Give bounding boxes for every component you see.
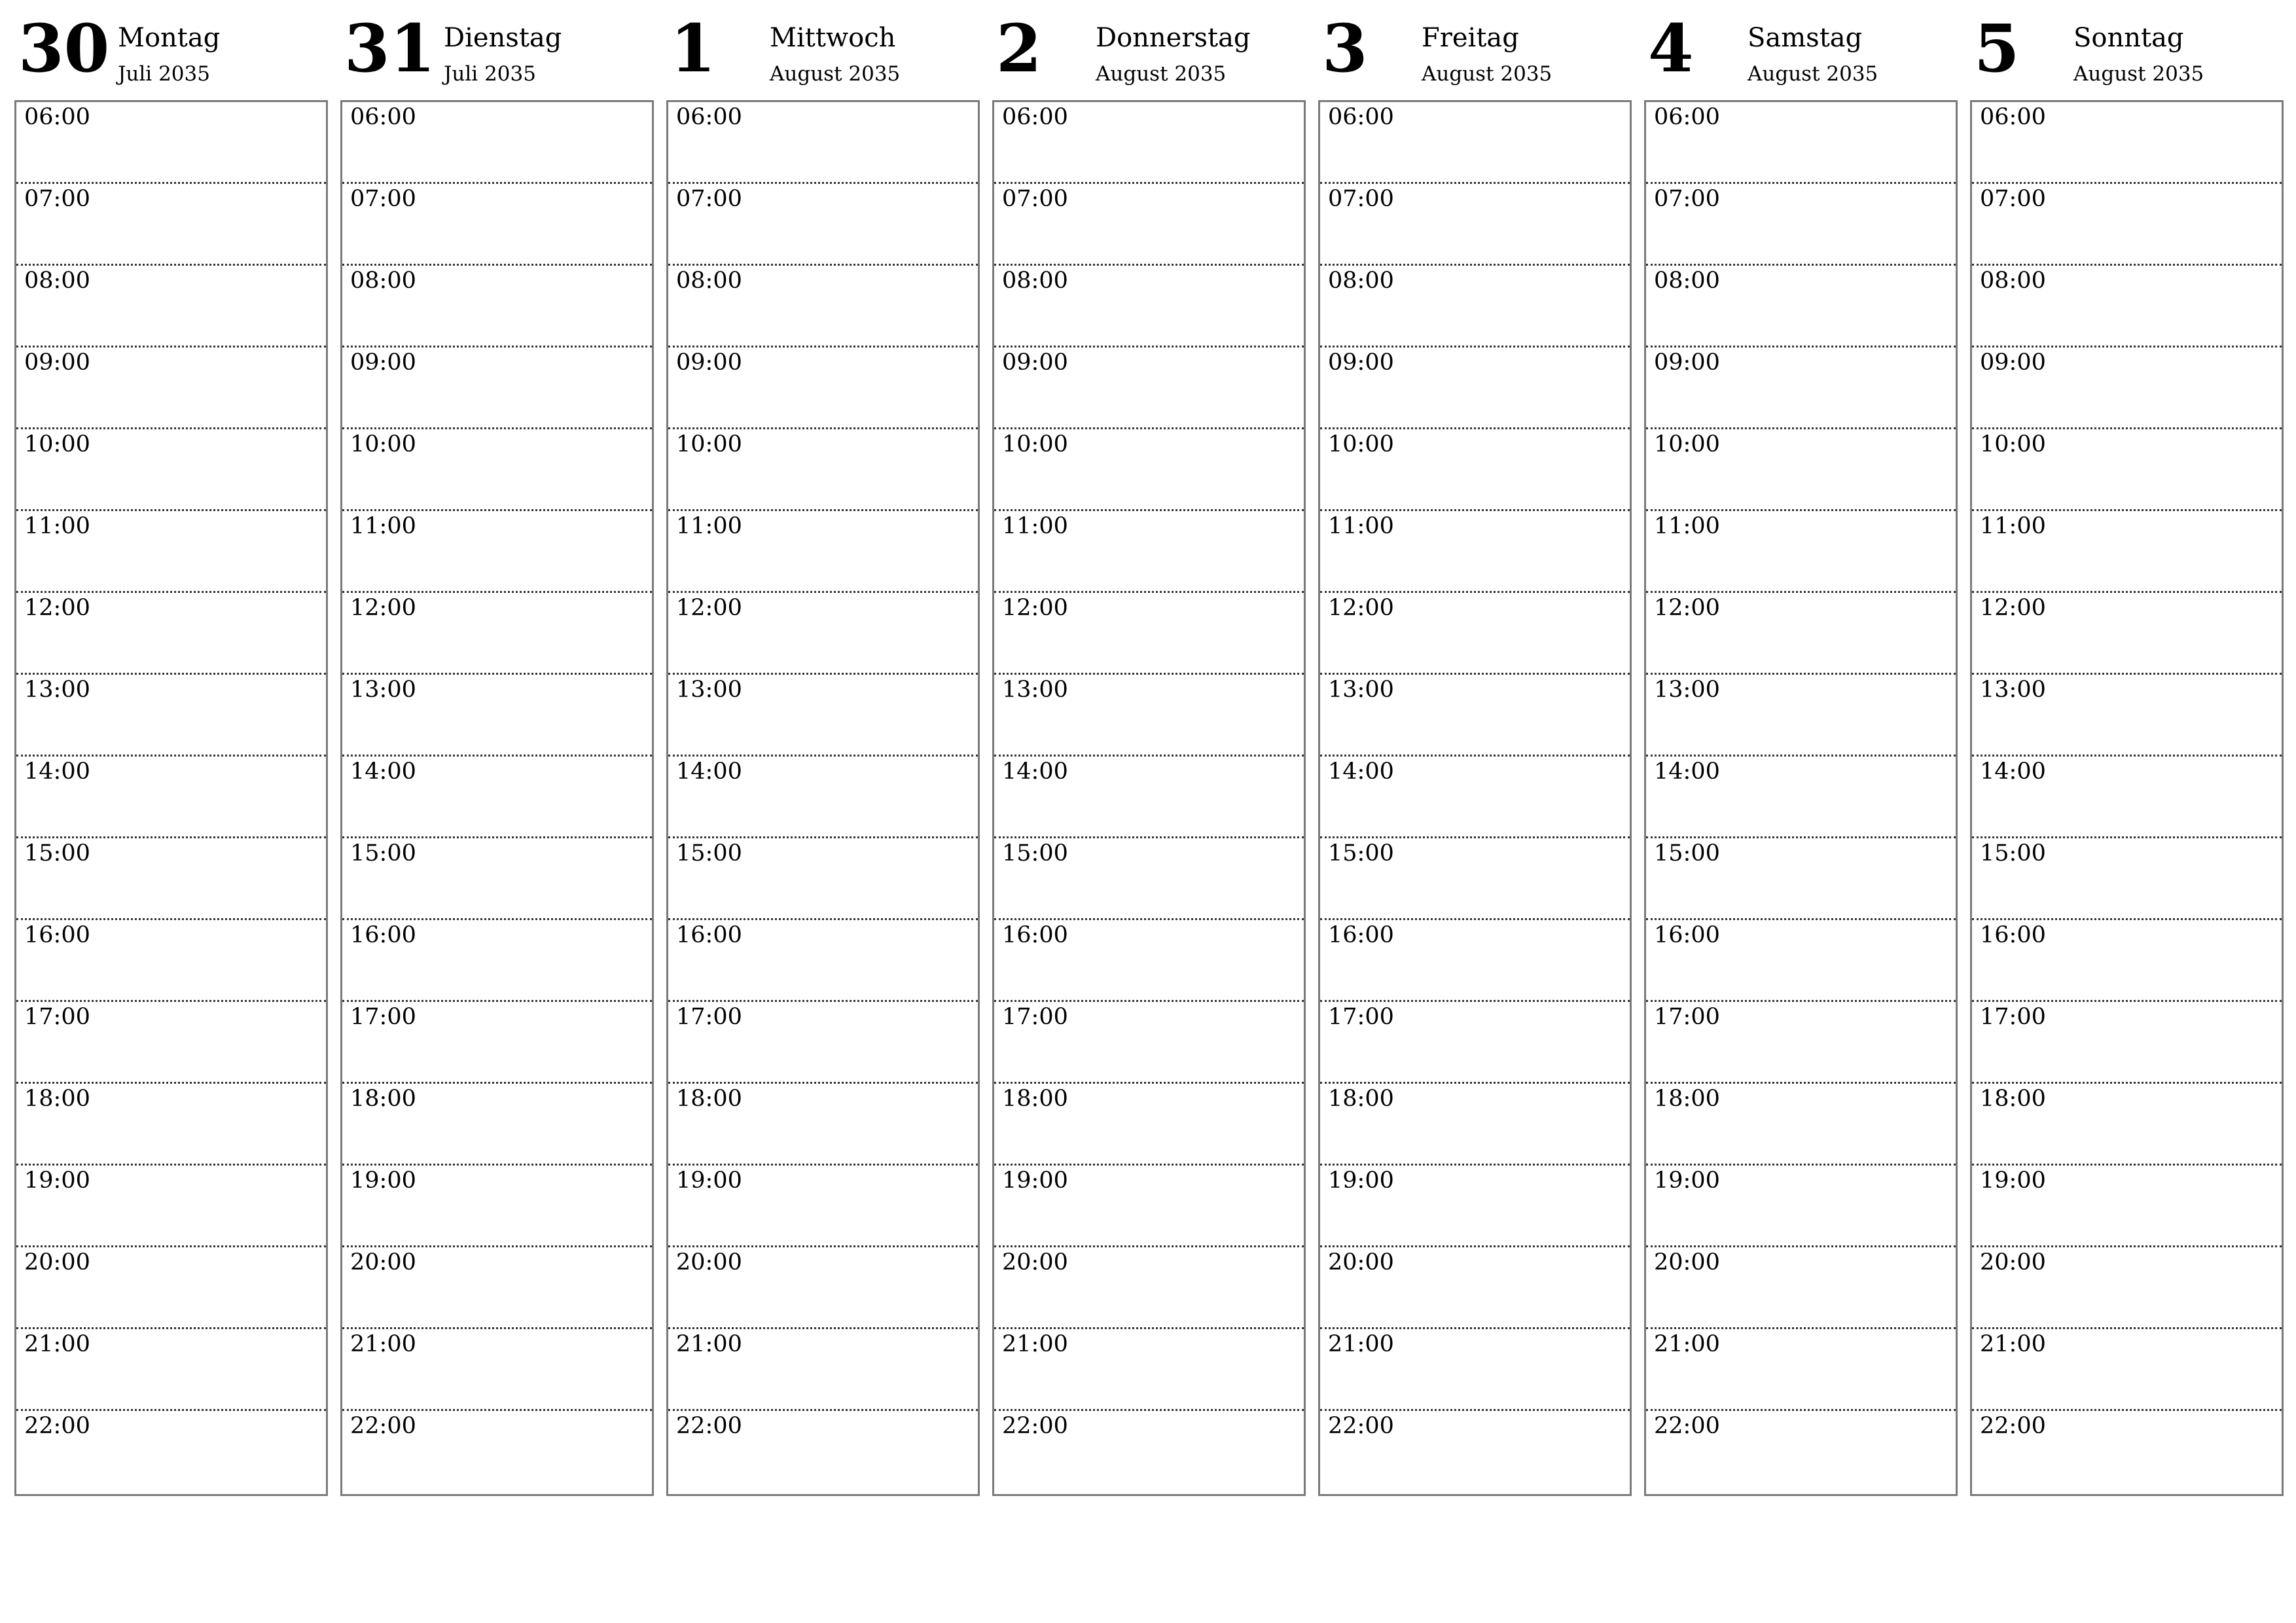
- hour-slot[interactable]: [342, 348, 652, 429]
- hour-slot[interactable]: [342, 1166, 652, 1247]
- day-number: 30: [18, 10, 110, 87]
- hour-label: 22:00: [1002, 1413, 1068, 1439]
- hour-label: 13:00: [24, 677, 90, 703]
- hour-label: 19:00: [676, 1168, 742, 1194]
- hour-slot[interactable]: [16, 757, 326, 838]
- day-schedule-box: [340, 100, 654, 1496]
- hour-slot[interactable]: [16, 266, 326, 348]
- hour-slot[interactable]: [1972, 1329, 2282, 1411]
- hour-slot[interactable]: [342, 593, 652, 675]
- hour-slot[interactable]: [16, 348, 326, 429]
- hour-slot[interactable]: [1646, 348, 1956, 429]
- hour-label: 07:00: [676, 186, 742, 212]
- hour-label: 21:00: [1654, 1331, 1720, 1357]
- hour-label: 17:00: [1980, 1004, 2046, 1030]
- hour-slot[interactable]: [16, 1329, 326, 1411]
- hour-label: 10:00: [1980, 431, 2046, 457]
- hour-label: 21:00: [1980, 1331, 2046, 1357]
- hour-slot[interactable]: [1972, 593, 2282, 675]
- hour-label: 10:00: [676, 431, 742, 457]
- hour-slot[interactable]: [16, 593, 326, 675]
- hour-label: 16:00: [24, 922, 90, 948]
- hour-slot[interactable]: [1320, 1166, 1630, 1247]
- hour-slot[interactable]: [342, 1411, 652, 1493]
- hour-label: 20:00: [1980, 1249, 2046, 1275]
- hour-label: 13:00: [1328, 677, 1394, 703]
- hour-label: 12:00: [1002, 595, 1068, 621]
- hour-slot[interactable]: [1646, 184, 1956, 266]
- hour-label: 15:00: [1002, 840, 1068, 866]
- hour-label: 15:00: [24, 840, 90, 866]
- hour-label: 14:00: [1002, 758, 1068, 785]
- hour-slot[interactable]: [994, 348, 1304, 429]
- hour-label: 14:00: [1980, 758, 2046, 785]
- hour-slot[interactable]: [668, 1411, 978, 1493]
- hour-slot[interactable]: [994, 1329, 1304, 1411]
- hour-label: 06:00: [1328, 104, 1394, 130]
- hour-label: 11:00: [1980, 513, 2046, 539]
- hour-slot[interactable]: [1646, 1166, 1956, 1247]
- hour-slot[interactable]: [668, 675, 978, 757]
- hour-slot[interactable]: [668, 1329, 978, 1411]
- hour-slot[interactable]: [994, 757, 1304, 838]
- hour-slot[interactable]: [1320, 838, 1630, 920]
- hour-label: 08:00: [1328, 268, 1394, 294]
- hour-label: 13:00: [1654, 677, 1720, 703]
- hour-slot[interactable]: [342, 102, 652, 184]
- hour-label: 18:00: [24, 1086, 90, 1112]
- hour-label: 15:00: [1328, 840, 1394, 866]
- hour-slot[interactable]: [1972, 511, 2282, 593]
- hour-label: 13:00: [1980, 677, 2046, 703]
- hour-label: 18:00: [1328, 1086, 1394, 1112]
- hour-label: 12:00: [1328, 595, 1394, 621]
- hour-label: 06:00: [1002, 104, 1068, 130]
- hour-slot[interactable]: [1320, 348, 1630, 429]
- hour-slot[interactable]: [668, 920, 978, 1002]
- hour-label: 12:00: [1654, 595, 1720, 621]
- hour-label: 13:00: [1002, 677, 1068, 703]
- hour-label: 14:00: [1328, 758, 1394, 785]
- hour-label: 16:00: [1980, 922, 2046, 948]
- day-month: August 2035: [1422, 62, 1552, 86]
- hour-slot[interactable]: [994, 1247, 1304, 1329]
- hour-label: 21:00: [1002, 1331, 1068, 1357]
- hour-slot[interactable]: [668, 1166, 978, 1247]
- hour-slot[interactable]: [1972, 102, 2282, 184]
- hour-label: 17:00: [1654, 1004, 1720, 1030]
- day-column: [1644, 0, 1956, 1499]
- hour-slot[interactable]: [1972, 348, 2282, 429]
- hour-slot[interactable]: [994, 429, 1304, 511]
- hour-label: 18:00: [1002, 1086, 1068, 1112]
- hour-label: 20:00: [676, 1249, 742, 1275]
- hour-slot[interactable]: [1646, 1002, 1956, 1084]
- hour-slot[interactable]: [342, 757, 652, 838]
- hour-label: 18:00: [1980, 1086, 2046, 1112]
- day-month: August 2035: [1748, 62, 1878, 86]
- hour-slot[interactable]: [1646, 1084, 1956, 1166]
- hour-slot[interactable]: [16, 1411, 326, 1493]
- day-schedule-box: [1318, 100, 1632, 1496]
- hour-slot[interactable]: [1646, 429, 1956, 511]
- hour-label: 15:00: [676, 840, 742, 866]
- hour-slot[interactable]: [1320, 1084, 1630, 1166]
- hour-slot[interactable]: [668, 1002, 978, 1084]
- hour-label: 13:00: [350, 677, 416, 703]
- day-header: [1644, 0, 1956, 98]
- hour-label: 22:00: [1654, 1413, 1720, 1439]
- hour-slot[interactable]: [1972, 1002, 2282, 1084]
- hour-slot[interactable]: [668, 102, 978, 184]
- hour-slot[interactable]: [1320, 511, 1630, 593]
- hour-slot[interactable]: [1646, 1247, 1956, 1329]
- hour-label: 22:00: [1328, 1413, 1394, 1439]
- hour-slot[interactable]: [16, 920, 326, 1002]
- hour-slot[interactable]: [1972, 1166, 2282, 1247]
- hour-slot[interactable]: [994, 1166, 1304, 1247]
- hour-label: 16:00: [1328, 922, 1394, 948]
- hour-slot[interactable]: [994, 838, 1304, 920]
- hour-slot[interactable]: [994, 593, 1304, 675]
- hour-slot[interactable]: [16, 1084, 326, 1166]
- hour-label: 21:00: [676, 1331, 742, 1357]
- hour-slot[interactable]: [16, 838, 326, 920]
- hour-slot[interactable]: [1646, 511, 1956, 593]
- day-schedule-box: [1970, 100, 2284, 1496]
- hour-slot[interactable]: [1646, 675, 1956, 757]
- hour-slot[interactable]: [1646, 266, 1956, 348]
- hour-slot[interactable]: [1646, 102, 1956, 184]
- hour-label: 11:00: [1654, 513, 1720, 539]
- hour-slot[interactable]: [342, 920, 652, 1002]
- hour-label: 11:00: [350, 513, 416, 539]
- hour-slot[interactable]: [16, 102, 326, 184]
- hour-slot[interactable]: [342, 266, 652, 348]
- hour-label: 08:00: [1654, 268, 1720, 294]
- hour-label: 11:00: [1002, 513, 1068, 539]
- hour-label: 17:00: [350, 1004, 416, 1030]
- hour-slot[interactable]: [994, 102, 1304, 184]
- hour-label: 16:00: [676, 922, 742, 948]
- hour-label: 19:00: [1654, 1168, 1720, 1194]
- hour-label: 06:00: [1980, 104, 2046, 130]
- hour-label: 12:00: [676, 595, 742, 621]
- hour-slot[interactable]: [668, 511, 978, 593]
- hour-slot[interactable]: [1320, 102, 1630, 184]
- hour-label: 20:00: [350, 1249, 416, 1275]
- hour-slot[interactable]: [1646, 1329, 1956, 1411]
- hour-label: 22:00: [676, 1413, 742, 1439]
- hour-slot[interactable]: [668, 266, 978, 348]
- hour-label: 18:00: [350, 1086, 416, 1112]
- hour-slot[interactable]: [1320, 184, 1630, 266]
- hour-label: 12:00: [24, 595, 90, 621]
- hour-slot[interactable]: [342, 511, 652, 593]
- hour-label: 07:00: [350, 186, 416, 212]
- hour-label: 07:00: [1980, 186, 2046, 212]
- day-column: [340, 0, 653, 1499]
- hour-slot[interactable]: [1646, 838, 1956, 920]
- hour-label: 09:00: [350, 349, 416, 376]
- hour-label: 18:00: [676, 1086, 742, 1112]
- day-month: August 2035: [2073, 62, 2204, 86]
- day-number: 1: [670, 10, 716, 87]
- day-month: Juli 2035: [444, 62, 536, 86]
- hour-label: 17:00: [1002, 1004, 1068, 1030]
- hour-label: 09:00: [1654, 349, 1720, 376]
- hour-slot[interactable]: [16, 1002, 326, 1084]
- hour-slot[interactable]: [342, 1247, 652, 1329]
- hour-slot[interactable]: [668, 838, 978, 920]
- hour-label: 14:00: [1654, 758, 1720, 785]
- hour-label: 17:00: [24, 1004, 90, 1030]
- day-header: [14, 0, 327, 98]
- hour-label: 11:00: [24, 513, 90, 539]
- hour-slot[interactable]: [668, 1084, 978, 1166]
- hour-label: 13:00: [676, 677, 742, 703]
- hour-slot[interactable]: [16, 1247, 326, 1329]
- hour-slot[interactable]: [16, 675, 326, 757]
- hour-label: 16:00: [350, 922, 416, 948]
- hour-slot[interactable]: [1972, 429, 2282, 511]
- hour-slot[interactable]: [342, 429, 652, 511]
- hour-slot[interactable]: [1646, 593, 1956, 675]
- day-name: Sonntag: [2073, 23, 2184, 53]
- hour-label: 08:00: [350, 268, 416, 294]
- hour-slot[interactable]: [342, 1084, 652, 1166]
- hour-label: 18:00: [1654, 1086, 1720, 1112]
- hour-label: 08:00: [676, 268, 742, 294]
- hour-slot[interactable]: [1972, 920, 2282, 1002]
- weekly-planner: [14, 0, 2286, 1505]
- day-column: [992, 0, 1304, 1499]
- hour-label: 20:00: [1002, 1249, 1068, 1275]
- hour-slot[interactable]: [668, 348, 978, 429]
- hour-label: 20:00: [24, 1249, 90, 1275]
- hour-label: 15:00: [350, 840, 416, 866]
- hour-label: 19:00: [24, 1168, 90, 1194]
- hour-slot[interactable]: [1646, 920, 1956, 1002]
- hour-label: 15:00: [1654, 840, 1720, 866]
- day-number: 31: [344, 10, 436, 87]
- hour-label: 09:00: [1980, 349, 2046, 376]
- hour-label: 19:00: [1980, 1168, 2046, 1194]
- hour-slot[interactable]: [16, 184, 326, 266]
- hour-label: 06:00: [24, 104, 90, 130]
- hour-slot[interactable]: [1320, 1002, 1630, 1084]
- hour-label: 12:00: [350, 595, 416, 621]
- hour-slot[interactable]: [1320, 757, 1630, 838]
- hour-label: 08:00: [24, 268, 90, 294]
- day-month: August 2035: [1096, 62, 1227, 86]
- hour-slot[interactable]: [342, 184, 652, 266]
- day-column: [14, 0, 327, 1499]
- hour-label: 16:00: [1002, 922, 1068, 948]
- hour-label: 22:00: [1980, 1413, 2046, 1439]
- hour-label: 21:00: [1328, 1331, 1394, 1357]
- hour-label: 07:00: [1328, 186, 1394, 212]
- hour-slot[interactable]: [668, 757, 978, 838]
- day-schedule-box: [1644, 100, 1958, 1496]
- day-name: Dienstag: [444, 23, 562, 53]
- hour-slot[interactable]: [1972, 1411, 2282, 1493]
- hour-slot[interactable]: [994, 1084, 1304, 1166]
- day-month: August 2035: [770, 62, 901, 86]
- day-number: 3: [1322, 10, 1368, 87]
- hour-slot[interactable]: [668, 184, 978, 266]
- hour-slot[interactable]: [1646, 757, 1956, 838]
- hour-label: 16:00: [1654, 922, 1720, 948]
- hour-label: 10:00: [1002, 431, 1068, 457]
- hour-slot[interactable]: [668, 593, 978, 675]
- day-header: [340, 0, 653, 98]
- day-name: Montag: [118, 23, 221, 53]
- hour-slot[interactable]: [1972, 757, 2282, 838]
- day-schedule-box: [14, 100, 328, 1496]
- hour-label: 15:00: [1980, 840, 2046, 866]
- hour-label: 21:00: [24, 1331, 90, 1357]
- hour-label: 07:00: [24, 186, 90, 212]
- hour-slot[interactable]: [342, 675, 652, 757]
- hour-label: 08:00: [1002, 268, 1068, 294]
- hour-slot[interactable]: [994, 675, 1304, 757]
- day-header: [992, 0, 1304, 98]
- day-header: [666, 0, 978, 98]
- hour-slot[interactable]: [1972, 1247, 2282, 1329]
- hour-label: 10:00: [24, 431, 90, 457]
- hour-label: 17:00: [1328, 1004, 1394, 1030]
- hour-slot[interactable]: [1646, 1411, 1956, 1493]
- hour-label: 10:00: [350, 431, 416, 457]
- day-header: [1318, 0, 1630, 98]
- hour-slot[interactable]: [994, 184, 1304, 266]
- hour-label: 22:00: [350, 1413, 416, 1439]
- hour-slot[interactable]: [342, 1329, 652, 1411]
- hour-slot[interactable]: [1972, 675, 2282, 757]
- hour-slot[interactable]: [1320, 429, 1630, 511]
- day-name: Samstag: [1748, 23, 1863, 53]
- day-number: 4: [1648, 10, 1694, 87]
- hour-label: 11:00: [676, 513, 742, 539]
- day-schedule-box: [992, 100, 1306, 1496]
- hour-label: 12:00: [1980, 595, 2046, 621]
- hour-label: 10:00: [1328, 431, 1394, 457]
- hour-slot[interactable]: [994, 266, 1304, 348]
- day-number: 2: [996, 10, 1042, 87]
- hour-slot[interactable]: [16, 429, 326, 511]
- hour-label: 09:00: [1002, 349, 1068, 376]
- hour-slot[interactable]: [16, 511, 326, 593]
- hour-label: 14:00: [24, 758, 90, 785]
- hour-label: 14:00: [350, 758, 416, 785]
- day-name: Freitag: [1422, 23, 1519, 53]
- hour-label: 06:00: [676, 104, 742, 130]
- day-number: 5: [1974, 10, 2020, 87]
- day-name: Mittwoch: [770, 23, 896, 53]
- hour-label: 06:00: [1654, 104, 1720, 130]
- day-column: [1318, 0, 1630, 1499]
- hour-slot[interactable]: [668, 1247, 978, 1329]
- hour-slot[interactable]: [16, 1166, 326, 1247]
- day-header: [1970, 0, 2282, 98]
- hour-label: 14:00: [676, 758, 742, 785]
- hour-slot[interactable]: [994, 1411, 1304, 1493]
- hour-label: 22:00: [24, 1413, 90, 1439]
- hour-label: 09:00: [24, 349, 90, 376]
- hour-slot[interactable]: [342, 838, 652, 920]
- hour-slot[interactable]: [1320, 266, 1630, 348]
- hour-label: 07:00: [1654, 186, 1720, 212]
- hour-slot[interactable]: [1320, 1411, 1630, 1493]
- hour-slot[interactable]: [994, 920, 1304, 1002]
- hour-label: 08:00: [1980, 268, 2046, 294]
- hour-slot[interactable]: [1320, 593, 1630, 675]
- hour-label: 07:00: [1002, 186, 1068, 212]
- hour-slot[interactable]: [1972, 838, 2282, 920]
- hour-label: 19:00: [1002, 1168, 1068, 1194]
- day-schedule-box: [666, 100, 980, 1496]
- hour-label: 19:00: [1328, 1168, 1394, 1194]
- hour-slot[interactable]: [1320, 1329, 1630, 1411]
- hour-label: 21:00: [350, 1331, 416, 1357]
- hour-label: 17:00: [676, 1004, 742, 1030]
- hour-slot[interactable]: [342, 1002, 652, 1084]
- hour-slot[interactable]: [1972, 1084, 2282, 1166]
- hour-label: 11:00: [1328, 513, 1394, 539]
- hour-label: 20:00: [1654, 1249, 1720, 1275]
- hour-label: 20:00: [1328, 1249, 1394, 1275]
- day-name: Donnerstag: [1096, 23, 1251, 53]
- hour-label: 19:00: [350, 1168, 416, 1194]
- hour-label: 06:00: [350, 104, 416, 130]
- day-column: [666, 0, 978, 1499]
- hour-label: 09:00: [1328, 349, 1394, 376]
- day-month: Juli 2035: [118, 62, 210, 86]
- hour-slot[interactable]: [1320, 1247, 1630, 1329]
- hour-label: 10:00: [1654, 431, 1720, 457]
- hour-slot[interactable]: [668, 429, 978, 511]
- day-column: [1970, 0, 2282, 1499]
- hour-slot[interactable]: [1320, 920, 1630, 1002]
- hour-slot[interactable]: [994, 1002, 1304, 1084]
- hour-slot[interactable]: [1972, 266, 2282, 348]
- hour-slot[interactable]: [1972, 184, 2282, 266]
- hour-slot[interactable]: [1320, 675, 1630, 757]
- hour-label: 09:00: [676, 349, 742, 376]
- hour-slot[interactable]: [994, 511, 1304, 593]
